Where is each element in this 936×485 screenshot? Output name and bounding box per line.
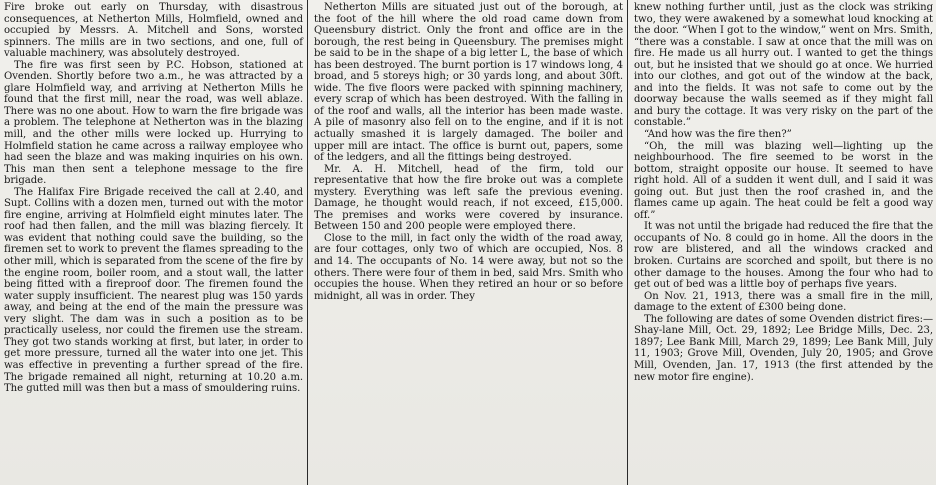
- paragraph: The following are dates of some Ovenden district fires:—Shay-lane Mill, Oct. 29, 1892; Lee Bridge Mills, Dec. 23, 1897; Lee Bank Mill, March 29, 1899; Lee Bank Mill, July 11, 1903; Grove Mill, Ovenden, July 20, 1905; and Grove Mill, Ovenden, Jan. 17, 1913 (the first attended by the new motor fire engine).: [634, 313, 933, 383]
- paragraph: knew nothing further until, just as the clock was striking two, they were awakened by a somewhat loud knocking at the door. “When I got to the window,” went on Mrs. Smith, “there was a constable. I saw at once that the mill was on fire. He made us all hurry out. I wanted to get the things out, but he insisted that we should go at once. We hurried into our clothes, and got out of the window at the back, and into the fields. It was not safe to come out by the doorway because the walls seemed as if they might fall and bury the cottage. It was very risky on the part of the constable.”: [634, 2, 933, 129]
- paragraph: Netherton Mills are situated just out of the borough, at the foot of the hill where the old road came down from Queensbury district. Only the front and office are in the borough, the rest being in Queensbury. The premises might be said to be in the shape of a big letter L, the base of which has been destroyed. The burnt portion is 17 windows long, 4 broad, and 5 storeys high; or 30 yards long, and about 30ft. wide. The five floors were packed with spinning machinery, every scrap of which has been destroyed. With the falling in of the roof and walls, all the interior has been made waste. A pile of masonry also fell on to the engine, and if it is not actually smashed it is largely damaged. The boiler and upper mill are intact. The office is burnt out, papers, some of the ledgers, and all the fittings being destroyed.: [314, 2, 623, 164]
- paragraph: “And how was the fire then?”: [644, 129, 792, 141]
- column-rule: [627, 0, 628, 485]
- paragraph: “Oh, the mill was blazing well—lighting up the neighbourhood. The fire seemed to be worst in the bottom, straight opposite our house. It seemed to have right hold. All of a sudden it went dull, and I said it was going out. But just then the roof crashed in, and the flames came up again. The heat could be felt a good way off.”: [634, 140, 933, 221]
- paragraph: Close to the mill, in fact only the width of the road away, are four cottages, only two of which are occupied, Nos. 8 and 14. The occupants of No. 14 were away, but not so the others. There were four of them in bed, said Mrs. Smith who occupies the house. When they retired an hour or so before midnight, all was in order. They: [314, 232, 623, 302]
- article-column-2: [310, 2, 626, 483]
- paragraph: Fire broke out early on Thursday, with disastrous consequences, at Netherton Mills, Holmfield, owned and occupied by Messrs. A. Mitchell and Sons, worsted spinners. The mills are in two sections, and one, full of valuable machinery, was absolutely destroyed.: [4, 2, 303, 60]
- paragraph: It was not until the brigade had reduced the fire that the occupants of No. 8 could go in home. All the doors in the row are blistered, and all the windows cracked and broken. Curtains are scorched and spoilt, but there is no other damage to the houses. Among the four who had to get out of bed was a little boy of perhaps five years.: [634, 221, 933, 291]
- column-rule: [307, 0, 308, 485]
- paragraph: On Nov. 21, 1913, there was a small fire in the mill, damage to the extent of £300 being done.: [634, 290, 933, 314]
- article-column-1: [0, 2, 306, 483]
- article-column-3: [630, 2, 936, 483]
- paragraph: The fire was first seen by P.C. Hobson, stationed at Ovenden. Shortly before two a.m., he was attracted by a glare Holmfield way, and arriving at Netherton Mills he found that the first mill, near the road, was well ablaze. There was no one about. How to warn the fire brigade was a problem. The telephone at Netherton was in the blazing mill, and the other mills were locked up. Hurrying to Holmfield station he came across a railway employee who had seen the blaze and was making inquiries on his own. This man then sent a telephone message to the fire brigade.: [4, 59, 303, 187]
- paragraph: The Halifax Fire Brigade received the call at 2.40, and Supt. Collins with a dozen men, turned out with the motor fire engine, arriving at Holmfield eight minutes later. The roof had then fallen, and the mill was blazing fiercely. It was evident that nothing could save the building, so the firemen set to work to prevent the flames spreading to the other mill, which is separated from the scene of the fire by the engine room, boiler room, and a stout wall, the latter being fitted with a fireproof door. The firemen found the water supply insufficient. The nearest plug was 150 yards away, and being at the end of the main the pressure was very slight. The dam was in such a position as to be practically useless, nor could the firemen use the stream. They got two stands working at first, but later, in order to get more pressure, turned all the water into one jet. This was effective in preventing a further spread of the fire. The brigade remained all night, returning at 10.20 a.m. The gutted mill was then but a mass of smouldering ruins.: [4, 186, 303, 395]
- paragraph: Mr. A. H. Mitchell, head of the firm, told our representative that how the fire broke out was a complete mystery. Everything was left safe the previous evening. Damage, he thought would reach, if not exceed, £15,000. The premises and works were covered by insurance. Between 150 and 200 people were employed there.: [314, 163, 623, 233]
